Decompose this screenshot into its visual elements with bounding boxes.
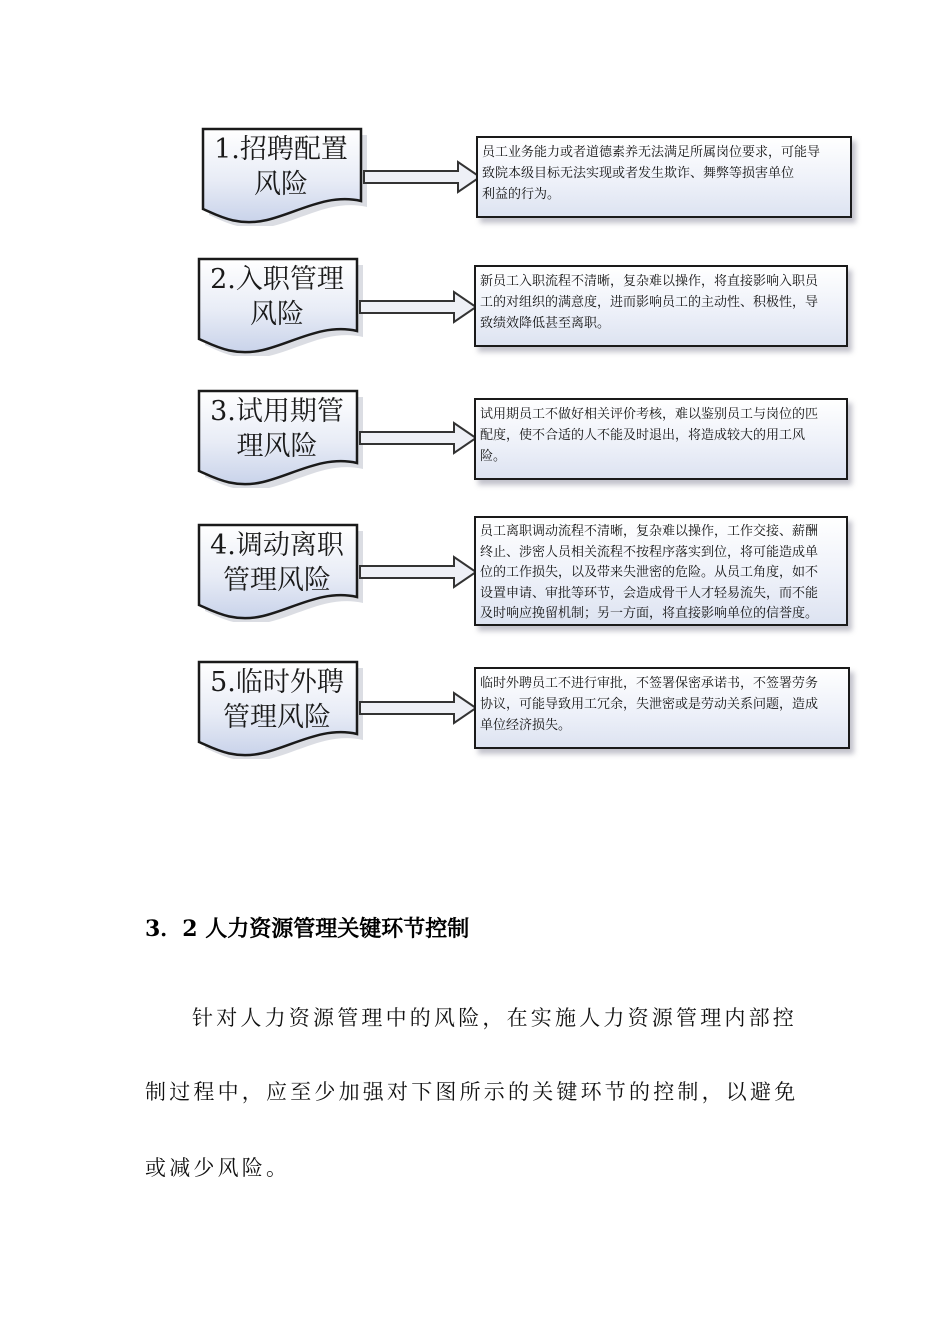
risk-description-5: 临时外聘员工不进行审批，不签署保密承诺书，不签署劳务 协议，可能导致用工冗余，失泄密或是劳动关系问题，造成 单位经济损失。 bbox=[474, 667, 850, 749]
section-heading: 3．2 人力资源管理关键环节控制 bbox=[145, 916, 470, 942]
risk-shape-1 bbox=[200, 126, 368, 226]
risk-description-2: 新员工入职流程不清晰，复杂难以操作，将直接影响入职员 工的对组织的满意度，进而影响员工的主动性、积极性，导 致绩效降低甚至离职。 bbox=[474, 265, 848, 347]
risk-label-1: 1.招聘配置 风险 bbox=[214, 134, 348, 200]
risk-label-5: 5.临时外聘 管理风险 bbox=[210, 667, 344, 733]
risk-label-4: 4.调动离职 管理风险 bbox=[210, 530, 344, 596]
paragraph-line-2: 制过程中，应至少加强对下图所示的关键环节的控制，以避免 bbox=[145, 1080, 799, 1104]
arrow-right-icon bbox=[358, 290, 480, 324]
paragraph-line-1: 针对人力资源管理中的风险，在实施人力资源管理内部控 bbox=[192, 1006, 797, 1030]
risk-shape-2 bbox=[196, 256, 364, 356]
arrow-right-icon bbox=[362, 160, 484, 194]
risk-shape-5 bbox=[196, 659, 364, 759]
risk-shape-4 bbox=[196, 522, 364, 622]
paragraph-line-3: 或减少风险。 bbox=[145, 1156, 291, 1180]
risk-label-2: 2.入职管理 风险 bbox=[210, 264, 344, 330]
risk-description-3: 试用期员工不做好相关评价考核，难以鉴别员工与岗位的匹 配度，使不合适的人不能及时退出，将造成较大的用工风 险。 bbox=[474, 398, 848, 480]
arrow-right-icon bbox=[358, 555, 480, 589]
arrow-right-icon bbox=[358, 421, 480, 455]
risk-description-4: 员工离职调动流程不清晰，复杂难以操作，工作交接、薪酬 终止、涉密人员相关流程不按程序落实到位，将可能造成单 位的工作损失，以及带来失泄密的危险。从员工角度，如不 设置申请、审批等环节，会造成骨干人才轻易流失，而不能 及时响应挽留机制；另一方面，将直接影响单位的信誉度。 bbox=[474, 516, 848, 626]
risk-label-3: 3.试用期管 理风险 bbox=[210, 396, 344, 462]
risk-description-1: 员工业务能力或者道德素养无法满足所属岗位要求，可能导 致院本级目标无法实现或者发生欺诈、舞弊等损害单位 利益的行为。 bbox=[476, 136, 852, 218]
risk-shape-3 bbox=[196, 388, 364, 488]
arrow-right-icon bbox=[358, 691, 480, 725]
